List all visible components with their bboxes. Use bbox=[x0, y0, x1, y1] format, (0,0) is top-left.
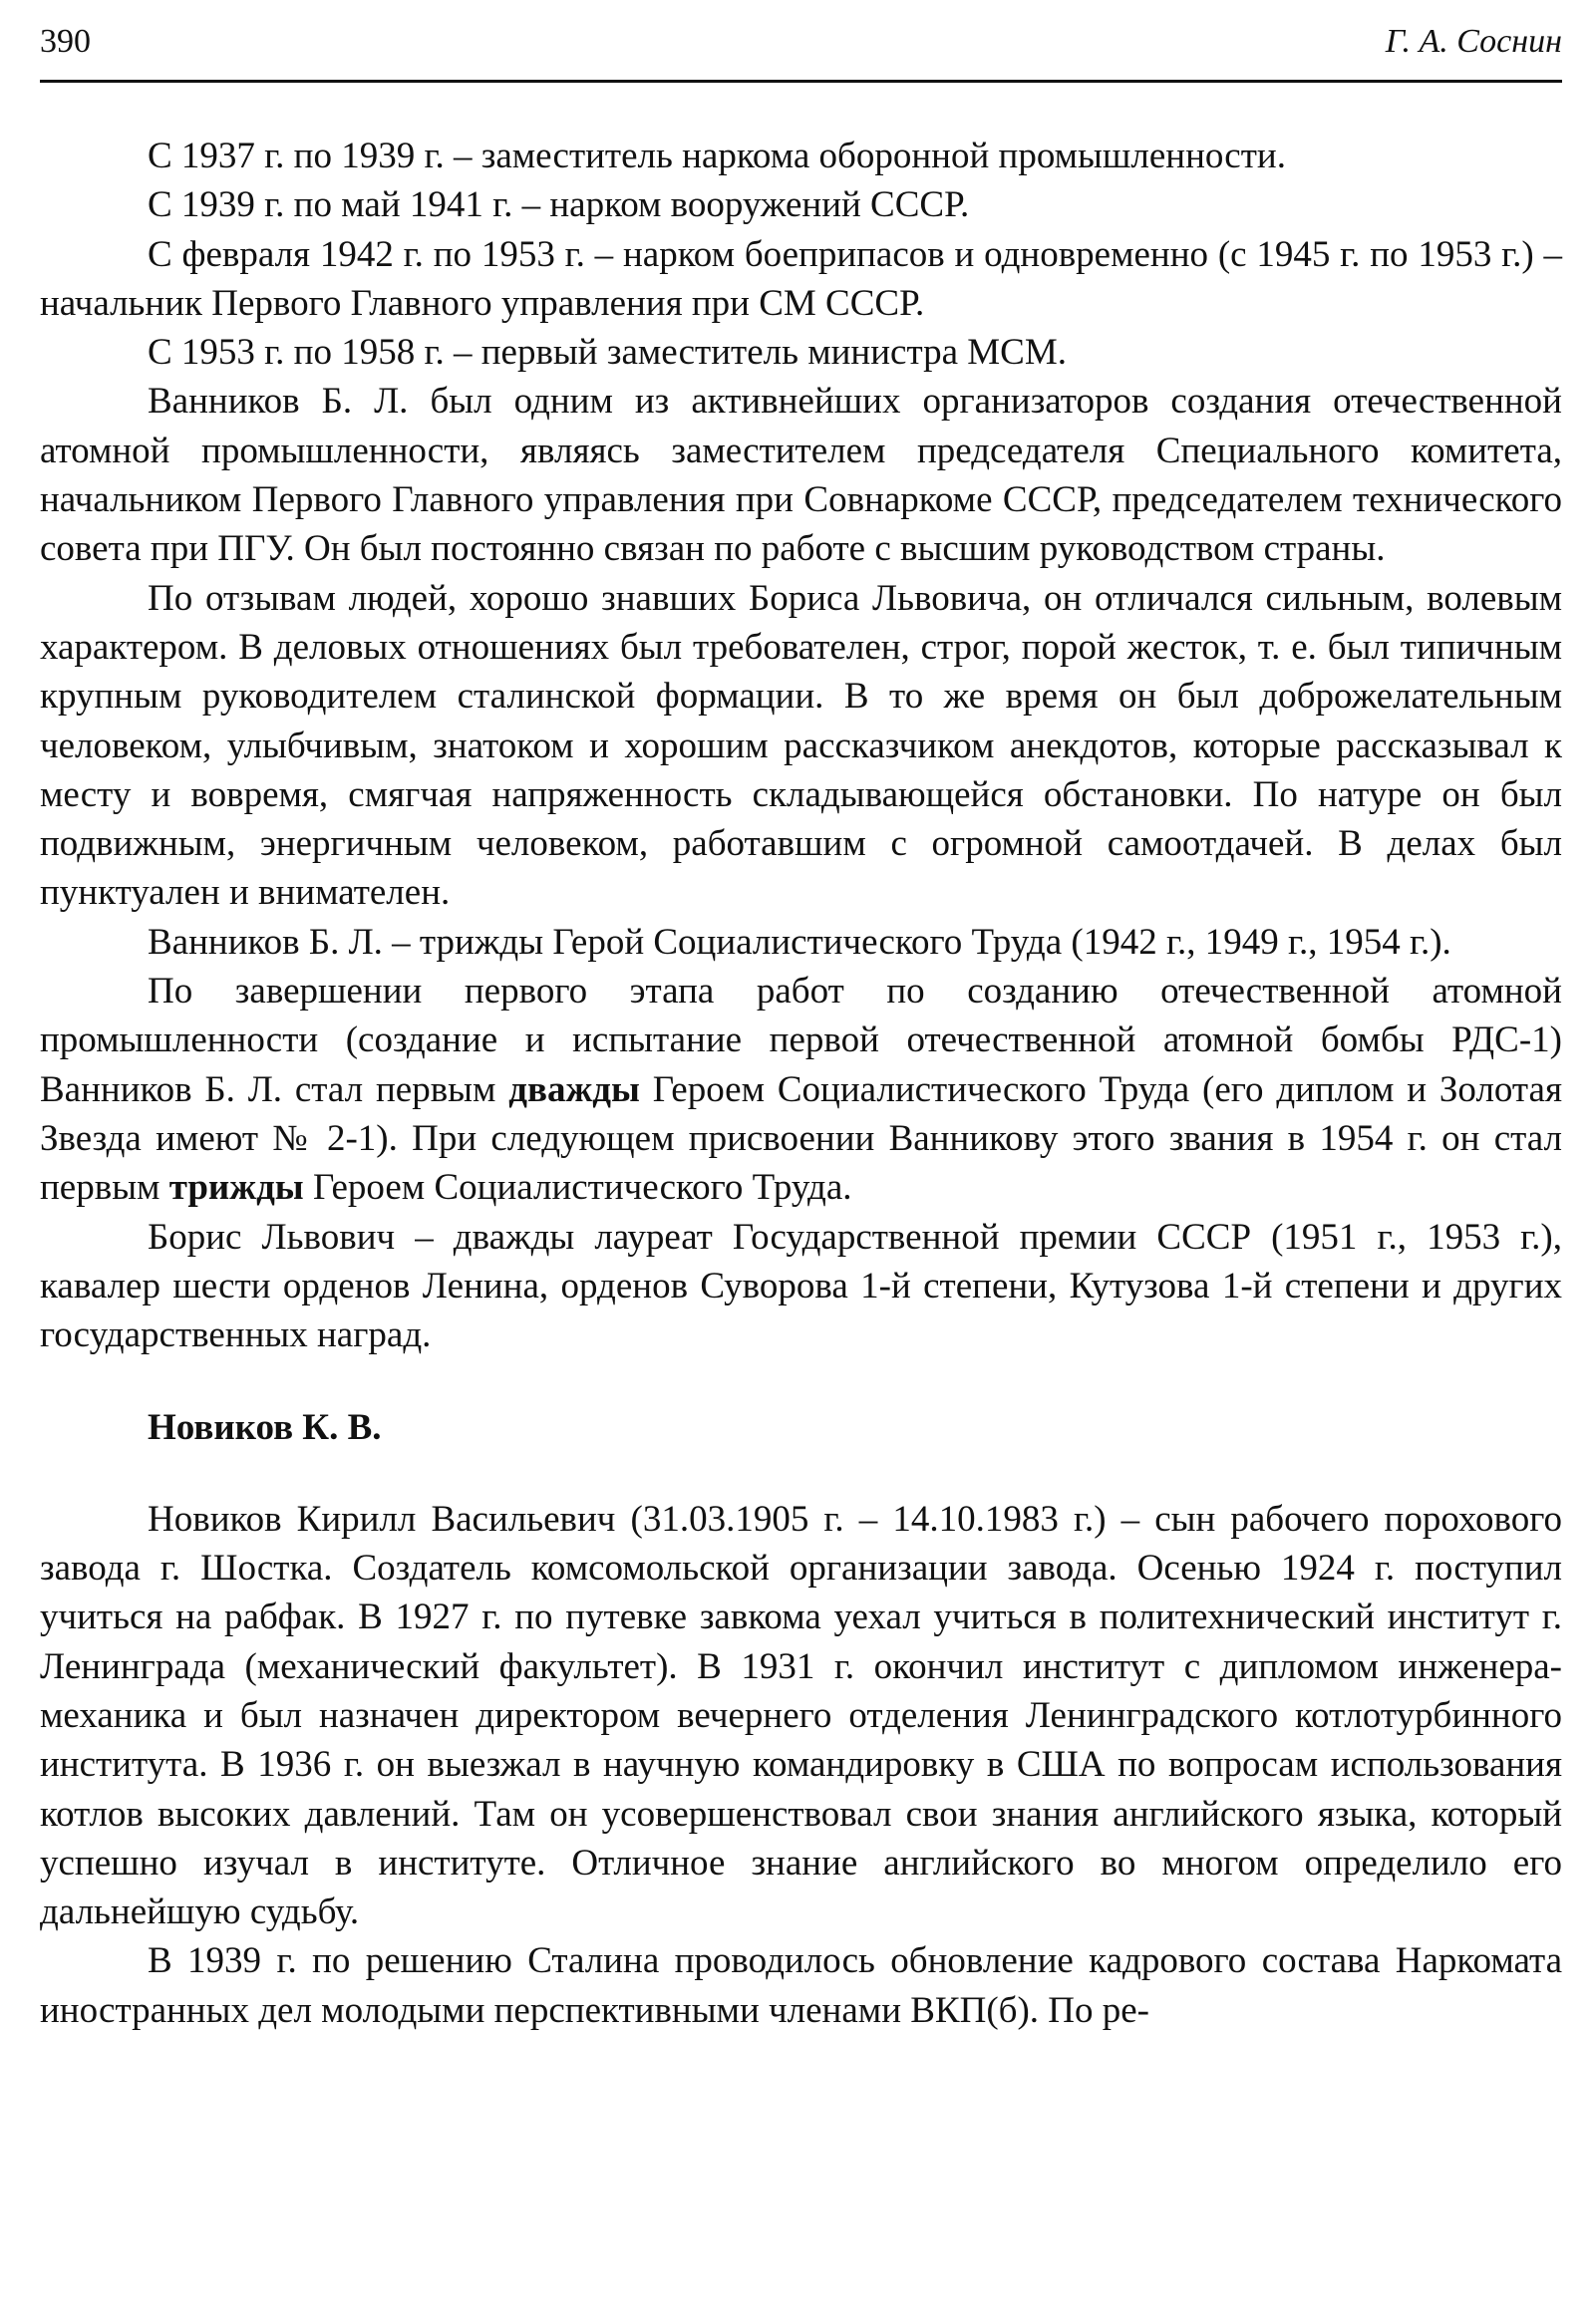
page-number: 390 bbox=[40, 23, 91, 60]
text-run: Героем Социалистического Труда. bbox=[303, 1167, 852, 1209]
body-text bbox=[40, 132, 1562, 2035]
running-head-author: Г. А. Соснин bbox=[1385, 23, 1562, 60]
paragraph-prizes: Борис Львович – дважды лауреат Государственной премии СССР (1951 г., 1953 г.), кавалер шести орденов Ленина, орденов Суворова 1-й степени, Кутузова 1-й степени и других государственных наград. bbox=[40, 1216, 1562, 1356]
header-rule bbox=[40, 80, 1562, 83]
paragraph: С февраля 1942 г. по 1953 г. – нарком боеприпасов и одновременно (с 1945 г. по 1953 г.) – начальник Первого Главного управления при СМ СССР. bbox=[40, 233, 1562, 324]
paragraph: В 1939 г. по решению Сталина проводилось обновление кадрового состава Наркомата иностранных дел молодыми перспективными членами ВКП(б). По ре- bbox=[40, 1940, 1562, 2031]
paragraph: Новиков Кирилл Васильевич (31.03.1905 г. – 14.10.1983 г.) – сын рабочего порохового завода г. Шостка. Создатель комсомольской организации завода. Осенью 1924 г. поступил учиться на рабфак. В 1927 г. по путевке завкома уехал учиться в политехнический институт г. Ленинграда (механический факультет). В 1931 г. окончил институт с дипломом инженера-механика и был назначен директором вечернего отделения Ленинградского котлотурбинного института. В 1936 г. он выезжал в научную командировку в США по вопросам использования котлов высоких давлений. Там он усовершенствовал свои знания английского языка, который успешно изучал в институте. Отличное знание английского во многом определило его дальнейшую судьбу. bbox=[40, 1498, 1562, 1933]
book-page bbox=[40, 22, 1562, 2031]
paragraph: С 1937 г. по 1939 г. – заместитель наркома оборонной промышленности. bbox=[148, 136, 1286, 176]
paragraph: С 1953 г. по 1958 г. – первый заместитель министра МСМ. bbox=[148, 332, 1067, 374]
bold-emphasis: дважды bbox=[508, 1068, 640, 1110]
text-run: По завершении первого этапа работ по созданию отечественной атомной промышленности (создание и испытание первой отечественной атомной бомбы РДС-1) Ванников Б. Л. стал первым bbox=[40, 971, 1562, 1110]
paragraph: По отзывам людей, хорошо знавших Бориса Львовича, он отличался сильным, волевым характером. В деловых отношениях был требователен, строг, порой жесток, т. е. был типичным крупным руководителем сталинской формации. В то же время он был доброжелательным человеком, улыбчивым, знатоком и хорошим рассказчиком анекдотов, которые рассказывал к месту и вовремя, смягчая напряженность складывающейся обстановки. По натуре он был подвижным, энергичным человеком, работавшим с огромной самоотдачей. В делах был пунктуален и внимателен. bbox=[40, 577, 1562, 914]
paragraph: С 1939 г. по май 1941 г. – нарком вооружений СССР. bbox=[148, 184, 970, 226]
section-heading: Новиков К. В. bbox=[148, 1407, 382, 1449]
bold-emphasis: трижды bbox=[168, 1167, 304, 1209]
paragraph-awards bbox=[40, 967, 1562, 1212]
paragraph: Ванников Б. Л. – трижды Герой Социалистического Труда (1942 г., 1949 г., 1954 г.). bbox=[148, 921, 1451, 963]
text-run: Героем Социалистического Труда (его диплом и Золотая Звезда имеют № 2-1). При следующем присвоении Ванникову этого звания в 1954 г. он стал первым bbox=[40, 1068, 1562, 1209]
paragraph: Ванников Б. Л. был одним из активнейших организаторов создания отечественной атомной промышленности, являясь заместителем председателя Специального комитета, начальником Первого Главного управления при Совнаркоме СССР, председателем технического совета при ПГУ. Он был постоянно связан по работе с высшим руководством страны. bbox=[40, 381, 1562, 570]
page-header bbox=[40, 22, 1562, 62]
